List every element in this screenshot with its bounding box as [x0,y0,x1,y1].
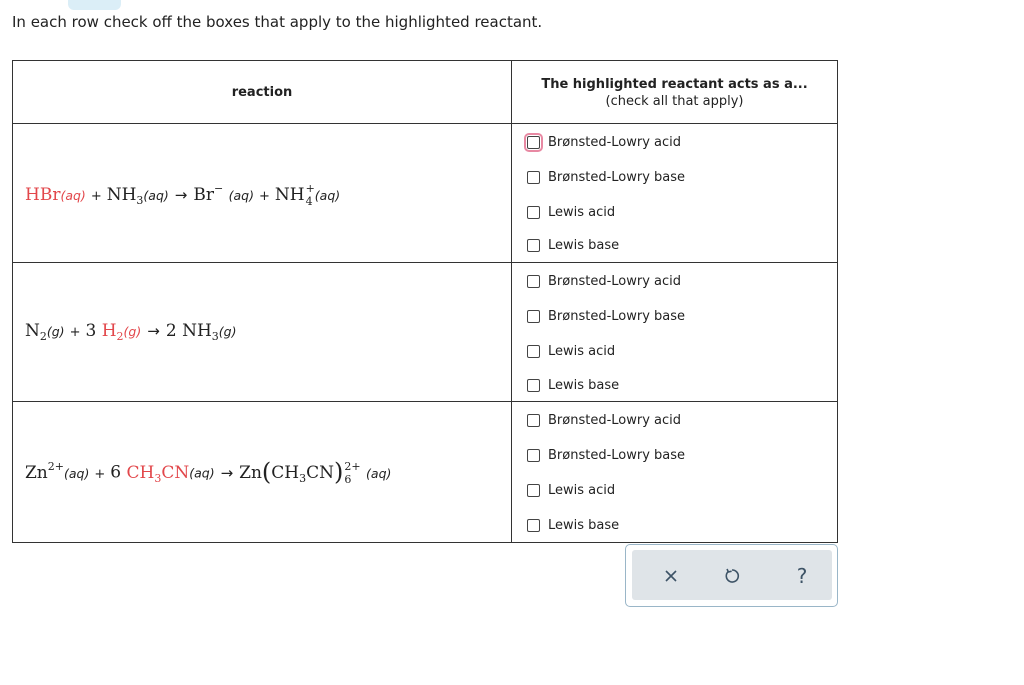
checkbox[interactable] [527,379,540,392]
checkbox[interactable] [527,449,540,462]
header-reaction: reaction [231,85,293,100]
top-tab [68,0,121,10]
row-divider [13,262,837,263]
product-2: NH + 4 (aq) [274,182,341,208]
row-divider [13,401,837,402]
checkbox[interactable] [527,484,540,497]
undo-icon [723,567,741,585]
checkbox[interactable] [527,239,540,252]
reactant-2: $NH_3(aq)$ [106,184,169,207]
reaction-arrow: → [147,322,160,340]
reactant-1: $Zn^{2+}(aq)$ [25,459,90,483]
toolbar-inner [632,550,832,600]
reactant-1: $N_2(g)$ [25,321,65,343]
checkbox[interactable] [527,206,540,219]
header-role-title: The highlighted reactant acts as a... [541,76,808,92]
highlighted-reactant: $CH_3CN$ [126,462,190,485]
equation-row-3: $Zn^{2+}(aq) + 6$ $CH_3CN(aq) \to Zn(CH_3CN)$ 2+ 6 (aq) [25,457,392,486]
answer-toolbar [625,544,838,607]
reaction-arrow: → [220,463,234,482]
instruction-text: In each row check off the boxes that apply to the highlighted reactant. [12,13,543,31]
highlighted-reactant: HBr(aq) [25,184,86,205]
option-bronsted-base[interactable]: Brønsted-Lowry base [527,448,685,463]
product-1: $Zn(CH_3CN)$ 2+ 6 (aq) [239,457,392,486]
header-role-subtitle: (check all that apply) [605,93,744,109]
close-icon [664,569,678,583]
checkbox[interactable] [527,171,540,184]
reaction-arrow: → [174,185,188,204]
option-lewis-base[interactable]: Lewis base [527,518,619,533]
help-button[interactable]: ? [796,564,808,588]
option-lewis-acid[interactable]: Lewis acid [527,344,615,359]
option-bronsted-base[interactable]: Brønsted-Lowry base [527,309,685,324]
product-1: 2 $NH_3(g)$ [165,321,237,343]
highlighted-reactant: $H_2(g)$ [101,321,142,343]
option-lewis-acid[interactable]: Lewis acid [527,205,615,220]
undo-button[interactable] [720,564,744,588]
option-bronsted-base[interactable]: Brønsted-Lowry base [527,170,685,185]
equation-row-1: $HBr(aq) + NH_3(aq) \to Br^-$ (aq) + NH + 4 (aq) [25,181,341,208]
checkbox[interactable] [527,414,540,427]
option-lewis-base[interactable]: Lewis base [527,378,619,393]
clear-button[interactable] [659,564,683,588]
option-lewis-base[interactable]: Lewis base [527,238,619,253]
equation-row-2: $N_2(g) + 3$ $H_2(g) \to 2$ $NH_3(g)$ [25,321,237,343]
option-lewis-acid[interactable]: Lewis acid [527,483,615,498]
checkbox[interactable] [527,275,540,288]
option-bronsted-acid[interactable]: Brønsted-Lowry acid [527,274,681,289]
header-role [512,61,837,124]
column-divider [511,61,512,542]
checkbox[interactable] [527,310,540,323]
option-bronsted-acid[interactable]: Brønsted-Lowry acid [527,413,681,428]
checkbox[interactable] [527,136,540,149]
product-1: Br− (aq) [193,181,254,205]
option-bronsted-acid[interactable]: Brønsted-Lowry acid [527,135,681,150]
checkbox[interactable] [527,519,540,532]
reaction-table [12,60,838,543]
checkbox[interactable] [527,345,540,358]
